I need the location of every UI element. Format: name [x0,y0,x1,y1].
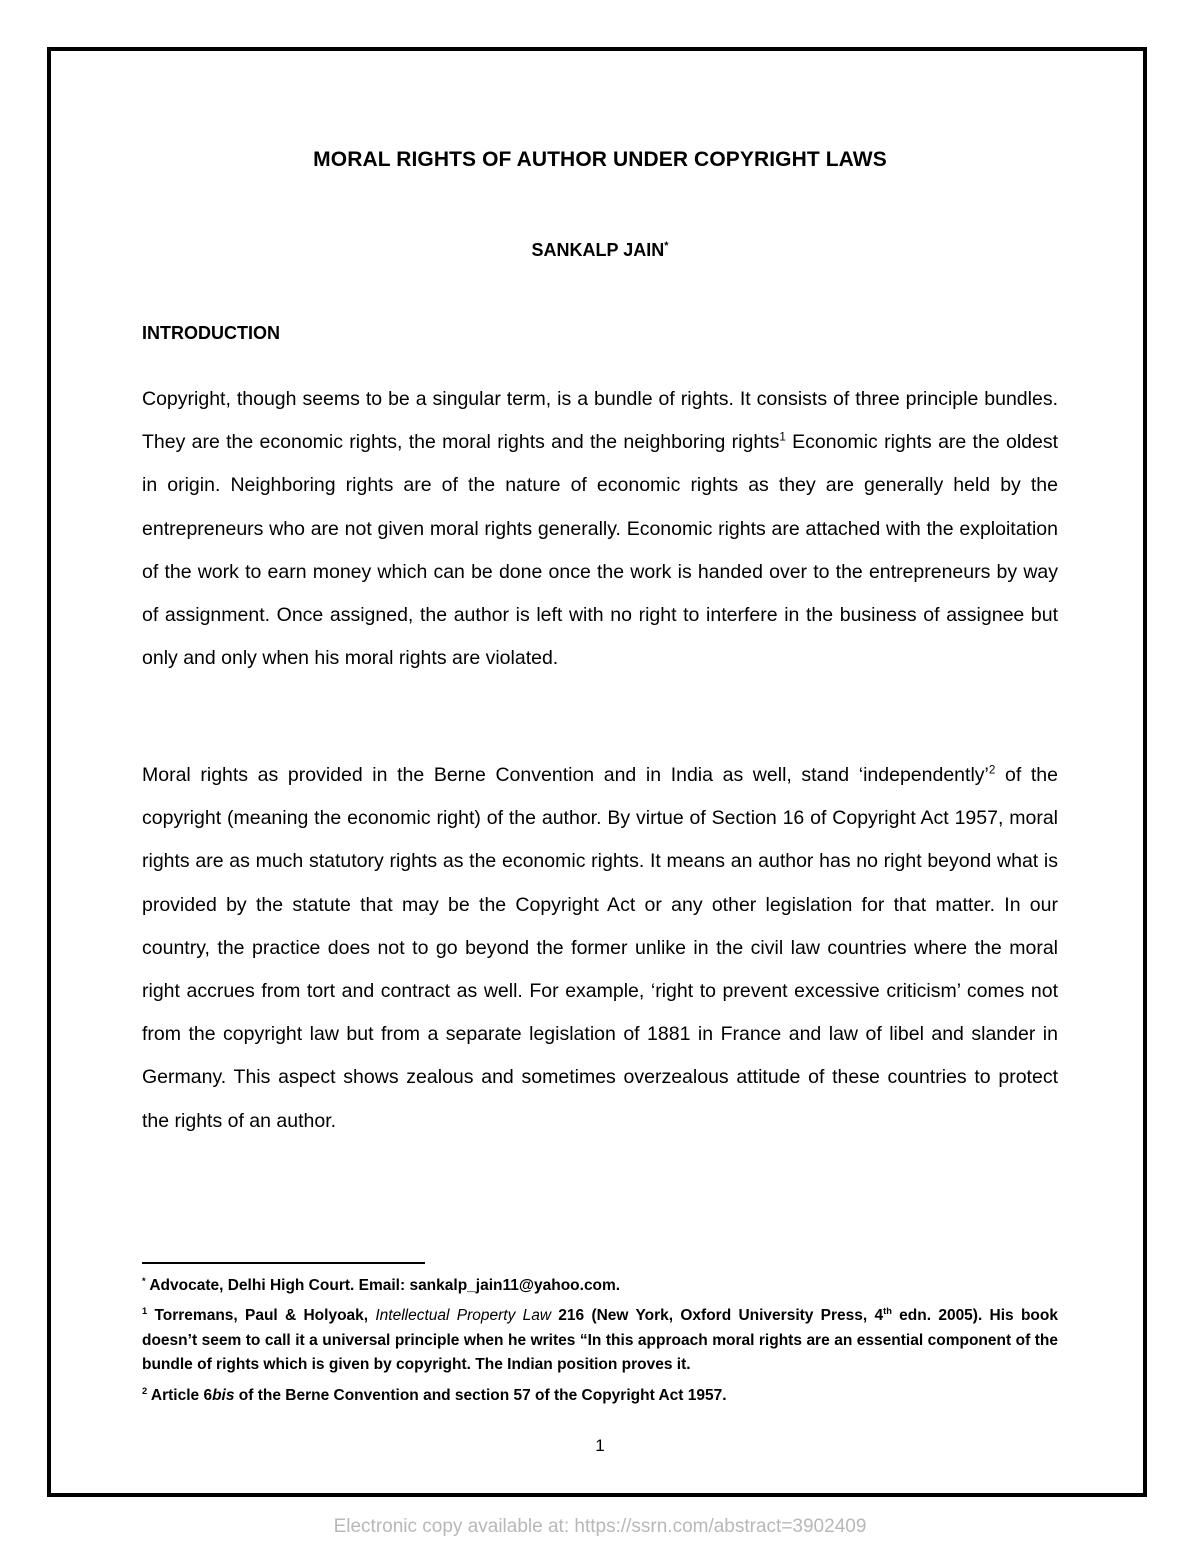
footnote-1-text-b: 216 (New York, Oxford University Press, 4 [551,1307,884,1324]
footnote-1 [142,1304,1058,1378]
section-heading: INTRODUCTION [142,323,280,343]
footnote-2 [142,1384,1058,1409]
paragraph-1-text-b: Economic rights are the oldest in origin. Neighboring rights are of the nature of economic rights as they are generally held by the entrepreneurs who are not given moral rights generally. Economic rights are attached with the exploitation of the work to earn money which can be done once the work is handed over to the entrepreneurs by way of assignment. Once assigned, the author is left with no right to interfere in the business of assignee but only and only when his moral rights are violated. [142,431,1059,670]
footnote-1-text-a: Torremans, Paul & Holyoak, [147,1307,376,1324]
ssrn-footer-link[interactable]: Electronic copy available at: https://ssrn.com/abstract=3902409 [333,1516,867,1537]
footnote-author-mark: * [142,1275,146,1286]
paragraph-2-text-b: of the copyright (meaning the economic right) of the author. By virtue of Section 16 of Copyright Act 1957, moral rights are as much statutory rights as the economic rights. It means an author has no right beyond what is provided by the statute that may be the Copyright Act or any other legislation for that matter. In our country, the practice does not to go beyond the former unlike in the civil law countries where the moral right accrues from tort and contract as well. For example, ‘right to prevent excessive criticism’ comes not from the copyright law but from a separate legislation of 1881 in France and law of libel and slander in Germany. This aspect shows zealous and sometimes overzealous attitude of these countries to protect the rights of an author. [142,764,1058,1132]
body-paragraph-1 [142,378,1058,680]
paper-title: MORAL RIGHTS OF AUTHOR UNDER COPYRIGHT LAWS [313,148,887,171]
footnote-2-italic: bis [212,1387,235,1404]
footnote-1-text-c: edn. 2005). His book doesn’t seem to call it a universal principle when he writes “In this approach moral rights are an essential component of the bundle of rights which is given by copyright. The Indian position proves it. [142,1307,1058,1373]
footnote-ref-1: 1 [779,430,786,444]
footnote-ref-2: 2 [988,763,996,777]
author-footnote-mark: * [664,240,669,252]
footnote-author-text: Advocate, Delhi High Court. Email: sankalp_jain11@yahoo.com. [145,1277,621,1294]
page-number: 1 [595,1436,605,1455]
footnote-separator [142,1262,425,1264]
author-name [0,240,1200,261]
footnote-2-text-a: Article 6 [147,1387,213,1404]
footnote-1-mark: 1 [142,1305,148,1316]
paragraph-1-text-a: Copyright, though seems to be a singular term, is a bundle of rights. It consists of three principle bundles. They are the economic rights, the moral rights and the neighboring rights [142,388,1058,454]
footnote-1-ordinal: th [883,1305,892,1316]
author-name-text: SANKALP JAIN [531,240,665,260]
footnote-1-book-title: Intellectual Property Law [375,1307,552,1324]
body-paragraph-2 [142,754,1058,1143]
footnote-2-text-b: of the Berne Convention and section 57 of the Copyright Act 1957. [234,1387,727,1404]
paragraph-2-text-a: Moral rights as provided in the Berne Convention and in India as well, stand ‘independently’ [142,764,989,786]
footnote-2-mark: 2 [142,1385,148,1396]
footnote-author [142,1274,1058,1299]
